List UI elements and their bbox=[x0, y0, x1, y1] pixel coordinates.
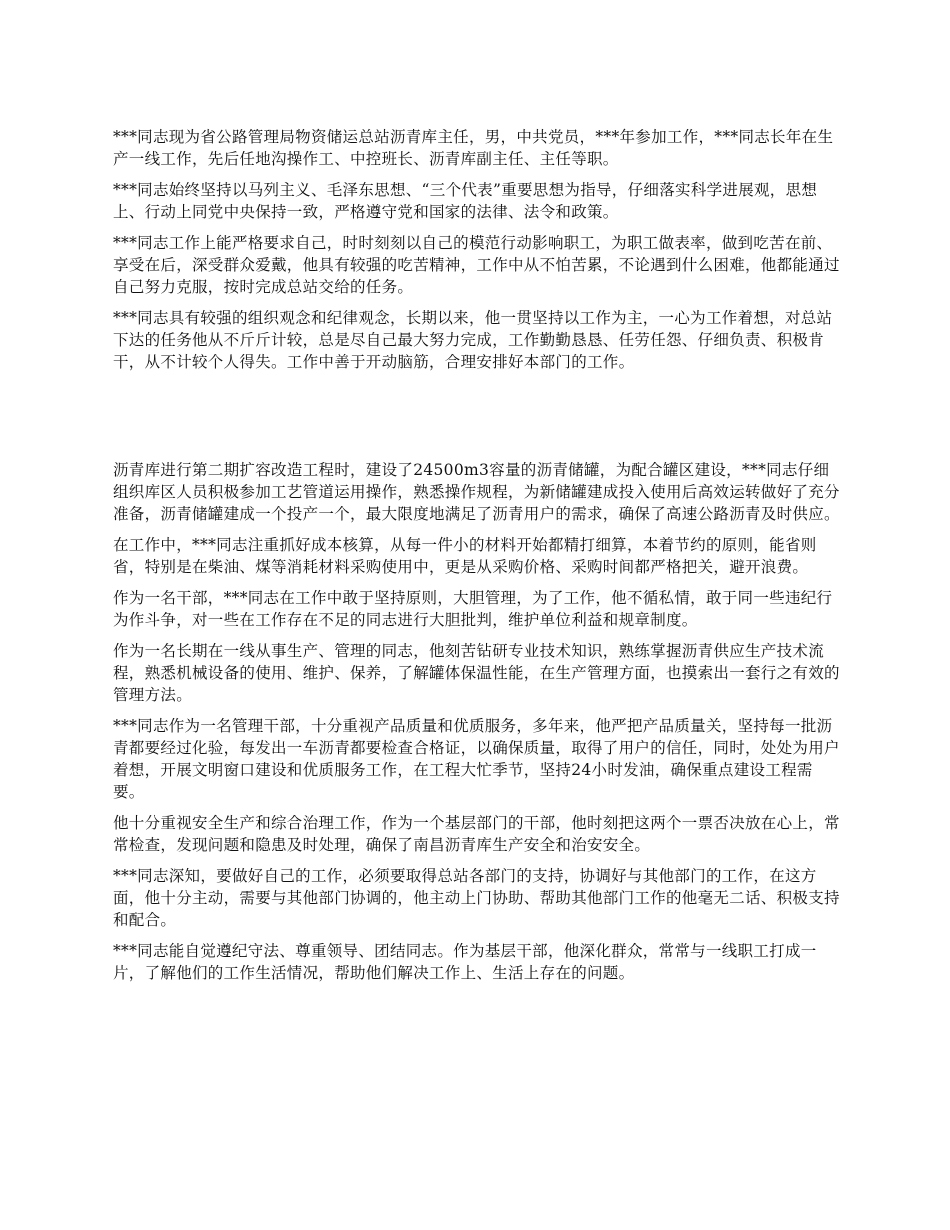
body-section-1 bbox=[113, 126, 840, 382]
paragraph: 他十分重视安全生产和综合治理工作，作为一个基层部门的干部，他时刻把这两个一票否决放在心上，常常检查，发现问题和隐患及时处理，确保了南昌沥青库生产安全和治安安全。 bbox=[113, 814, 840, 854]
paragraph: 沥青库进行第二期扩容改造工程时，建设了24500m3容量的沥青储罐，为配合罐区建设，***同志仔细组织库区人员积极参加工艺管道运用操作，熟悉操作规程，为新储罐建成投入使用后高效运转做好了充分准备，沥青储罐建成一个投产一个，最大限度地满足了沥青用户的需求，确保了高速公路沥青及时供应。 bbox=[113, 461, 840, 523]
paragraph: ***同志工作上能严格要求自己，时时刻刻以自己的模范行动影响职工，为职工做表率，做到吃苦在前、享受在后，深受群众爱戴，他具有较强的吃苦精神，工作中从不怕苦累，不论遇到什么困难，他都能通过自己努力克服，按时完成总站交给的任务。 bbox=[113, 234, 840, 296]
paragraph: 在工作中，***同志注重抓好成本核算，从每一件小的材料开始都精打细算，本着节约的原则，能省则省，特别是在柴油、煤等消耗材料采购使用中，更是从采购价格、采购时间都严格把关，避开浪费。 bbox=[113, 536, 817, 576]
paragraph: ***同志始终坚持以马列主义、毛泽东思想、“三个代表”重要思想为指导，仔细落实科学进展观，思想上、行动上同党中央保持一致，严格遵守党和国家的法律、法令和政策。 bbox=[113, 181, 818, 221]
paragraph: ***同志能自觉遵纪守法、尊重领导、团结同志。作为基层干部，他深化群众，常常与一线职工打成一片，了解他们的工作生活情况，帮助他们解决工作上、生活上存在的问题。 bbox=[113, 942, 817, 982]
paragraph: ***同志作为一名管理干部，十分重视产品质量和优质服务，多年来，他严把产品质量关，坚持每一批沥青都要经过化验，每发出一车沥青都要检查合格证，以确保质量，取得了用户的信任，同时，处处为用户着想，开展文明窗口建设和优质服务工作，在工程大忙季节，坚持24小时发油，确保重点建设工程需要。 bbox=[113, 717, 840, 801]
paragraph: 作为一名干部，***同志在工作中敢于坚持原则，大胆管理，为了工作，他不循私情，敢于同一些违纪行为作斗争，对一些在工作存在不足的同志进行大胆批判，维护单位利益和规章制度。 bbox=[113, 589, 833, 629]
paragraph: ***同志现为省公路管理局物资储运总站沥青库主任，男，中共党员，***年参加工作，***同志长年在生产一线工作，先后任地沟操作工、中控班长、沥青库副主任、主任等职。 bbox=[113, 128, 834, 168]
body-section-2 bbox=[113, 459, 840, 993]
paragraph: ***同志具有较强的组织观念和纪律观念，长期以来，他一贯坚持以工作为主，一心为工作着想，对总站下达的任务他从不斤斤计较，总是尽自己最大努力完成，工作勤勤恳恳、任劳任怨、仔细负责、积极肯干，从不计较个人得失。工作中善于开动脑筋，合理安排好本部门的工作。 bbox=[113, 309, 833, 371]
paragraph: 作为一名长期在一线从事生产、管理的同志，他刻苦钻研专业技术知识，熟练掌握沥青供应生产技术流程，熟悉机械设备的使用、维护、保养，了解罐体保温性能，在生产管理方面，也摸索出一套行之有效的管理方法。 bbox=[113, 642, 840, 704]
paragraph: ***同志深知，要做好自己的工作，必须要取得总站各部门的支持，协调好与其他部门的工作，在这方面，他十分主动，需要与其他部门协调的，他主动上门协助、帮助其他部门工作的他毫无二话、积极支持和配合。 bbox=[113, 867, 840, 929]
